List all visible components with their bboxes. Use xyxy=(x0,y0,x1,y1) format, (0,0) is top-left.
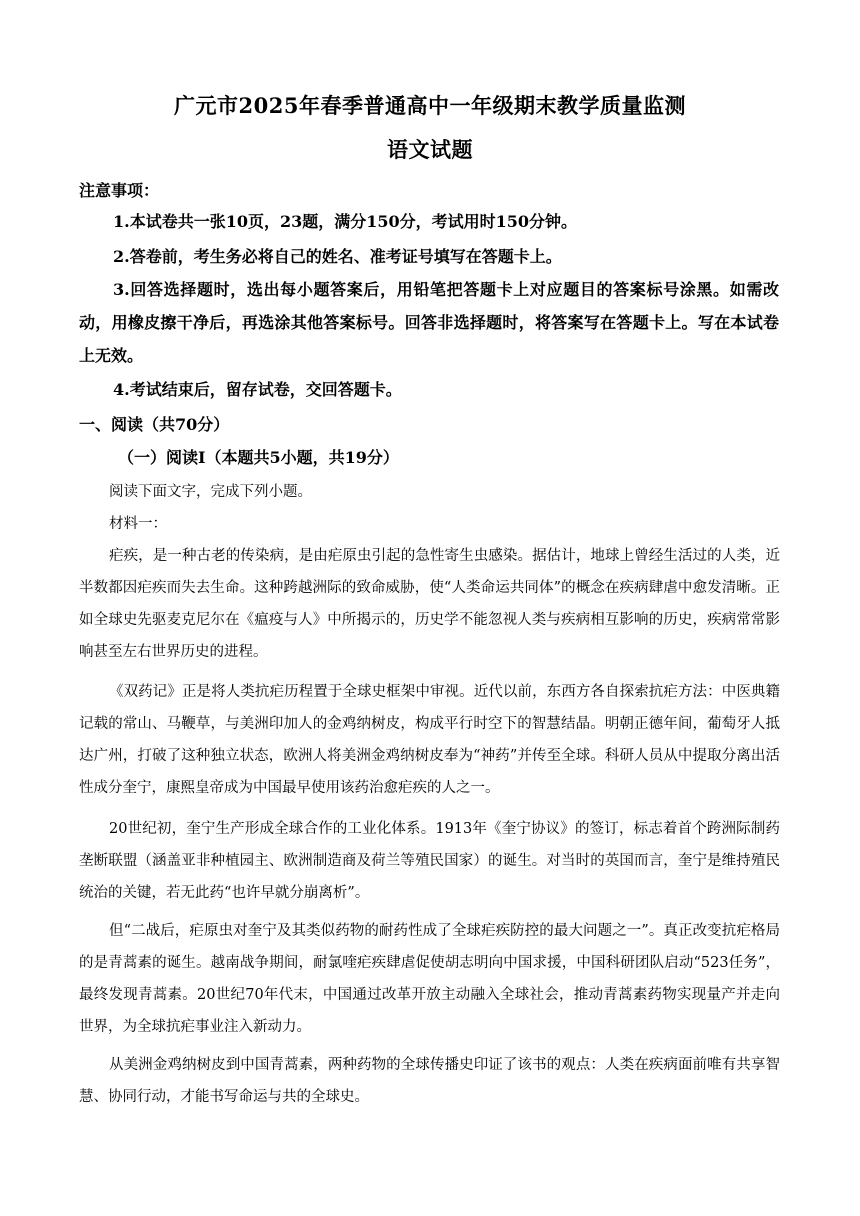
reading-instruction: 阅读下面文字，完成下列小题。 xyxy=(109,484,312,500)
subsection-title: （一）阅读I（本题共5小题，共19分） xyxy=(118,448,399,467)
page-title: 广元市2025年春季普通高中一年级期末教学质量监测 xyxy=(174,93,686,118)
section-title: 一、阅读（共70分） xyxy=(79,415,230,434)
material-paragraph: 20世纪初，奎宁生产形成全球合作的工业化体系。1913年《奎宁协议》的签订，标志着首个跨洲际制药垄断联盟（涵盖亚非种植园主、欧洲制造商及荷兰等殖民国家）的诞生。对当时的英国而言，奎宁是维持殖民统治的关键，若无此药“也许早就分崩离析”。 xyxy=(79,821,780,901)
notice-item: 3.回答选择题时，选出每小题答案后，用铅笔把答题卡上对应题目的答案标号涂黑。如需改动，用橡皮擦干净后，再选涂其他答案标号。回答非选择题时，将答案写在答题卡上。写在本试卷上无效。 xyxy=(79,280,779,365)
material-paragraph: 但“二战后，疟原虫对奎宁及其类似药物的耐药性成了全球疟疾防控的最大问题之一”。真正改变抗疟格局的是青蒿素的诞生。越南战争期间，耐氯喹疟疾肆虐促使胡志明向中国求援，中国科研团队启动“523任务”，最终发现青蒿素。20世纪70年代末，中国通过改革开放主动融入全球社会，推动青蒿素药物实现量产并走向世界，为全球抗疟事业注入新动力。 xyxy=(79,923,780,1035)
material-paragraph: 疟疾，是一种古老的传染病，是由疟原虫引起的急性寄生虫感染。据估计，地球上曾经生活过的人类，近半数都因疟疾而失去生命。这种跨越洲际的致命威胁，使“人类命运共同体”的概念在疾病肆虐中愈发清晰。正如全球史先驱麦克尼尔在《瘟疫与人》中所揭示的，历史学不能忽视人类与疾病相互影响的历史，疾病常常影响甚至左右世界历史的进程。 xyxy=(79,548,780,660)
material-label: 材料一： xyxy=(109,516,167,532)
page-subtitle: 语文试题 xyxy=(387,137,473,162)
material-paragraph: 《双药记》正是将人类抗疟历程置于全球史框架中审视。近代以前，东西方各自探索抗疟方法：中医典籍记载的常山、马鞭草，与美洲印加人的金鸡纳树皮，构成平行时空下的智慧结晶。明朝正德年间，葡萄牙人抵达广州，打破了这种独立状态，欧洲人将美洲金鸡纳树皮奉为“神药”并传至全球。科研人员从中提取分离出活性成分奎宁，康熙皇帝成为中国最早使用该药治愈疟疾的人之一。 xyxy=(79,684,780,796)
material-paragraph: 从美洲金鸡纳树皮到中国青蒿素，两种药物的全球传播史印证了该书的观点：人类在疾病面前唯有共享智慧、协同行动，才能书写命运与共的全球史。 xyxy=(79,1057,780,1105)
notice-item: 2.答卷前，考生务必将自己的姓名、准考证号填写在答题卡上。 xyxy=(113,247,562,266)
notice-heading: 注意事项： xyxy=(79,181,160,200)
notice-item: 4.考试结束后，留存试卷，交回答题卡。 xyxy=(113,380,402,399)
notice-item: 1.本试卷共一张10页，23题，满分150分，考试用时150分钟。 xyxy=(113,212,578,231)
